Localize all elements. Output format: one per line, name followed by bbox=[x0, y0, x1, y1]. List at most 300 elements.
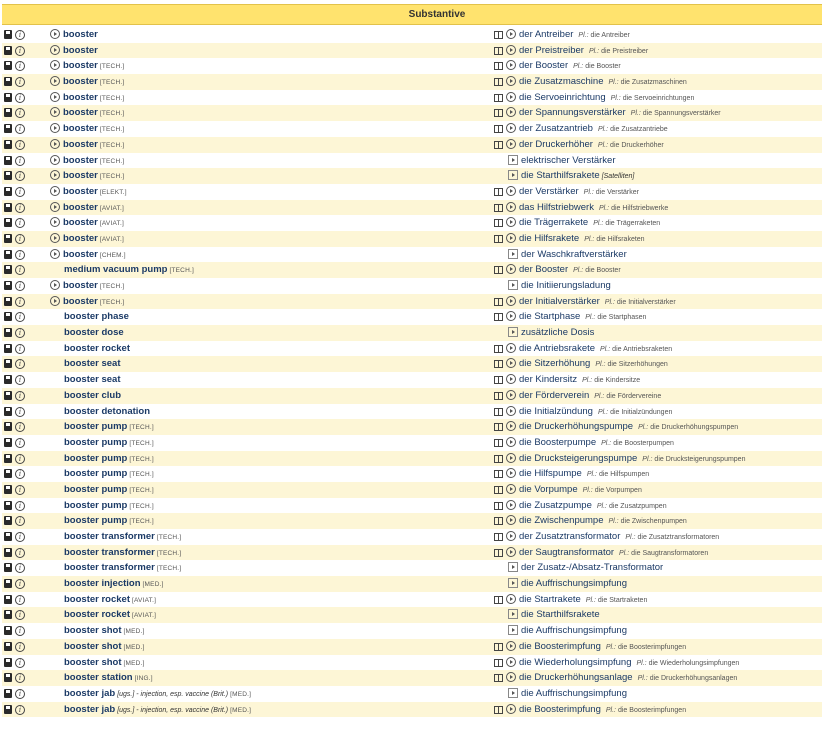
german-term[interactable]: der Druckerhöher bbox=[519, 138, 593, 150]
audio-play-icon[interactable] bbox=[506, 358, 516, 368]
plural-label: Pl.: bbox=[608, 518, 619, 526]
save-icon[interactable] bbox=[4, 532, 12, 541]
info-icon[interactable]: i bbox=[15, 579, 25, 589]
vocab-trainer-icon[interactable] bbox=[494, 141, 503, 149]
vocab-trainer-icon[interactable] bbox=[494, 423, 503, 431]
save-icon[interactable] bbox=[4, 30, 12, 39]
audio-play-icon[interactable] bbox=[50, 76, 60, 86]
english-term[interactable]: booster bbox=[63, 185, 98, 197]
english-term[interactable]: booster seat bbox=[64, 374, 121, 386]
english-term[interactable]: booster transformer bbox=[64, 531, 155, 542]
plural-form: die Kindersitze bbox=[594, 377, 641, 385]
save-icon[interactable] bbox=[4, 140, 12, 149]
english-term[interactable]: booster seat bbox=[64, 358, 121, 370]
audio-play-icon[interactable] bbox=[506, 374, 516, 384]
save-icon[interactable] bbox=[4, 328, 12, 337]
row-actions bbox=[4, 234, 25, 244]
plural-form: die Druckerhöher bbox=[610, 141, 664, 149]
save-icon[interactable] bbox=[4, 93, 12, 102]
english-term[interactable]: booster phase bbox=[64, 311, 129, 323]
info-icon[interactable]: i bbox=[15, 469, 25, 479]
german-term[interactable]: die Drucksteigerungspumpe bbox=[519, 452, 638, 464]
german-term[interactable]: der Preistreiber bbox=[519, 44, 584, 56]
audio-play-icon[interactable] bbox=[50, 170, 60, 180]
save-icon[interactable] bbox=[4, 658, 12, 667]
save-icon[interactable] bbox=[4, 250, 12, 259]
plural-form: die Fördervereine bbox=[606, 392, 662, 400]
german-term[interactable]: der Zusatz-/Absatz-Transformator bbox=[521, 562, 664, 574]
audio-play-icon[interactable] bbox=[506, 217, 516, 227]
english-term[interactable]: booster pump bbox=[64, 468, 128, 480]
german-term[interactable]: die Wiederholungsimpfung bbox=[519, 656, 632, 668]
save-icon[interactable] bbox=[4, 234, 12, 243]
audio-play-icon[interactable] bbox=[50, 123, 60, 133]
subject-tag: [TECH.] bbox=[129, 424, 154, 432]
audio-play-icon[interactable] bbox=[50, 139, 60, 149]
vocab-trainer-icon[interactable] bbox=[494, 109, 503, 117]
save-icon[interactable] bbox=[4, 673, 12, 682]
german-term[interactable]: zusätzliche Dosis bbox=[521, 327, 595, 339]
audio-play-icon[interactable] bbox=[506, 594, 516, 604]
german-term[interactable]: der Antreiber bbox=[519, 29, 574, 40]
save-icon[interactable] bbox=[4, 610, 12, 619]
row-actions bbox=[4, 705, 25, 715]
english-entry bbox=[50, 419, 154, 435]
english-term[interactable]: booster rocket bbox=[64, 609, 130, 621]
audio-play-icon[interactable] bbox=[50, 249, 60, 259]
vocab-trainer-icon[interactable] bbox=[494, 125, 503, 133]
audio-play-icon[interactable] bbox=[506, 264, 516, 274]
info-icon[interactable]: i bbox=[15, 689, 25, 699]
audio-play-icon[interactable] bbox=[506, 76, 516, 86]
vocab-trainer-icon[interactable] bbox=[494, 502, 503, 510]
english-term[interactable]: booster injection bbox=[64, 578, 141, 590]
vocab-trainer-icon[interactable] bbox=[494, 392, 503, 400]
english-term[interactable]: booster bbox=[63, 248, 98, 260]
info-icon[interactable]: i bbox=[15, 705, 25, 715]
info-icon[interactable]: i bbox=[15, 108, 25, 118]
audio-play-icon[interactable] bbox=[50, 202, 60, 212]
english-term[interactable]: booster shot bbox=[64, 625, 122, 637]
info-icon[interactable]: i bbox=[15, 501, 25, 511]
save-icon[interactable] bbox=[4, 344, 12, 353]
vocab-trainer-icon[interactable] bbox=[494, 235, 503, 243]
table-row bbox=[2, 58, 822, 74]
vocab-trainer-icon[interactable] bbox=[494, 596, 503, 604]
english-term[interactable]: booster club bbox=[64, 389, 122, 401]
plural-form: die Booster bbox=[585, 63, 621, 71]
english-term[interactable]: booster pump bbox=[64, 452, 128, 464]
info-icon[interactable]: i bbox=[15, 642, 25, 652]
info-icon[interactable]: i bbox=[15, 422, 25, 432]
german-term[interactable]: die Hilfspumpe bbox=[519, 468, 582, 480]
german-term[interactable]: die Startrakete bbox=[519, 593, 581, 605]
info-icon[interactable]: i bbox=[15, 281, 25, 291]
audio-play-icon[interactable] bbox=[506, 641, 516, 651]
german-term[interactable]: die Antriebsrakete bbox=[519, 342, 596, 354]
english-term[interactable]: booster bbox=[63, 76, 98, 88]
save-icon[interactable] bbox=[4, 156, 12, 165]
vocab-trainer-icon[interactable] bbox=[494, 659, 503, 667]
english-term[interactable]: booster bbox=[63, 44, 98, 56]
save-icon[interactable] bbox=[4, 485, 12, 494]
english-term[interactable]: booster bbox=[63, 217, 98, 229]
german-term[interactable]: die Druckerhöhungsanlage bbox=[519, 672, 633, 684]
save-icon[interactable] bbox=[4, 187, 12, 196]
english-term[interactable]: booster bbox=[63, 138, 98, 150]
save-icon[interactable] bbox=[4, 689, 12, 698]
audio-play-icon[interactable] bbox=[508, 562, 518, 572]
english-term[interactable]: booster rocket bbox=[64, 342, 130, 354]
info-icon[interactable]: i bbox=[15, 234, 25, 244]
audio-play-icon[interactable] bbox=[50, 280, 60, 290]
german-term[interactable]: der Zusatztransformator bbox=[519, 531, 621, 542]
save-icon[interactable] bbox=[4, 626, 12, 635]
info-icon[interactable]: i bbox=[15, 548, 25, 558]
german-term[interactable]: der Förderverein bbox=[519, 389, 590, 401]
audio-play-icon[interactable] bbox=[506, 547, 516, 557]
vocab-trainer-icon[interactable] bbox=[494, 486, 503, 494]
audio-play-icon[interactable] bbox=[50, 296, 60, 306]
vocab-trainer-icon[interactable] bbox=[494, 94, 503, 102]
info-icon[interactable]: i bbox=[15, 610, 25, 620]
info-icon[interactable]: i bbox=[15, 454, 25, 464]
german-term[interactable]: die Zusatzmaschine bbox=[519, 76, 604, 88]
info-icon[interactable]: i bbox=[15, 391, 25, 401]
german-term[interactable]: der Saugtransformator bbox=[519, 546, 615, 558]
save-icon[interactable] bbox=[4, 218, 12, 227]
info-icon[interactable]: i bbox=[15, 516, 25, 526]
english-term[interactable]: booster detonation bbox=[64, 405, 151, 417]
info-icon[interactable]: i bbox=[15, 328, 25, 338]
save-icon[interactable] bbox=[4, 516, 12, 525]
save-icon[interactable] bbox=[4, 579, 12, 588]
audio-play-icon[interactable] bbox=[50, 233, 60, 243]
german-entry bbox=[494, 686, 627, 702]
audio-play-icon[interactable] bbox=[50, 186, 60, 196]
save-icon[interactable] bbox=[4, 77, 12, 86]
vocab-trainer-icon[interactable] bbox=[494, 313, 503, 321]
german-term[interactable]: die Starthilfsrakete bbox=[521, 609, 600, 621]
audio-play-icon[interactable] bbox=[50, 60, 60, 70]
audio-play-icon[interactable] bbox=[508, 327, 518, 337]
save-icon[interactable] bbox=[4, 61, 12, 70]
save-icon[interactable] bbox=[4, 171, 12, 180]
english-term[interactable]: booster bbox=[63, 232, 98, 244]
audio-play-icon[interactable] bbox=[506, 468, 516, 478]
german-term[interactable]: die Initiierungsladung bbox=[521, 280, 611, 291]
german-term[interactable]: der Waschkraftverstärker bbox=[521, 248, 627, 260]
audio-play-icon[interactable] bbox=[506, 296, 516, 306]
audio-play-icon[interactable] bbox=[508, 280, 518, 290]
info-icon[interactable]: i bbox=[15, 344, 25, 354]
save-icon[interactable] bbox=[4, 595, 12, 604]
german-term[interactable]: die Zusatzpumpe bbox=[519, 499, 592, 511]
info-icon[interactable]: i bbox=[15, 438, 25, 448]
audio-play-icon[interactable] bbox=[506, 60, 516, 70]
german-term[interactable]: die Vorpumpe bbox=[519, 483, 578, 495]
info-icon[interactable]: i bbox=[15, 312, 25, 322]
english-term[interactable]: booster station bbox=[64, 672, 133, 684]
save-icon[interactable] bbox=[4, 407, 12, 416]
info-icon[interactable]: i bbox=[15, 203, 25, 213]
info-icon[interactable]: i bbox=[15, 563, 25, 573]
info-icon[interactable]: i bbox=[15, 250, 25, 260]
vocab-trainer-icon[interactable] bbox=[494, 643, 503, 651]
english-term[interactable]: booster transformer bbox=[64, 562, 155, 574]
table-row bbox=[2, 451, 822, 467]
german-term[interactable]: der Booster bbox=[519, 60, 569, 72]
german-term[interactable]: die Startphase bbox=[519, 311, 581, 323]
save-icon[interactable] bbox=[4, 265, 12, 274]
german-term[interactable]: die Boosterimpfung bbox=[519, 640, 601, 652]
vocab-trainer-icon[interactable] bbox=[494, 408, 503, 416]
save-icon[interactable] bbox=[4, 469, 12, 478]
vocab-trainer-icon[interactable] bbox=[494, 674, 503, 682]
vocab-trainer-icon[interactable] bbox=[494, 533, 503, 541]
vocab-trainer-icon[interactable] bbox=[494, 439, 503, 447]
subject-tag: [MED.] bbox=[123, 643, 145, 651]
english-term[interactable]: booster shot bbox=[64, 656, 122, 668]
german-term[interactable]: die Sitzerhöhung bbox=[519, 358, 591, 370]
audio-play-icon[interactable] bbox=[506, 672, 516, 682]
save-icon[interactable] bbox=[4, 312, 12, 321]
english-term[interactable]: booster bbox=[63, 280, 98, 291]
audio-play-icon[interactable] bbox=[506, 186, 516, 196]
audio-play-icon[interactable] bbox=[508, 578, 518, 588]
info-icon[interactable]: i bbox=[15, 658, 25, 668]
vocab-trainer-icon[interactable] bbox=[494, 62, 503, 70]
save-icon[interactable] bbox=[4, 203, 12, 212]
audio-play-icon[interactable] bbox=[506, 202, 516, 212]
save-icon[interactable] bbox=[4, 705, 12, 714]
vocab-trainer-icon[interactable] bbox=[494, 360, 503, 368]
audio-play-icon[interactable] bbox=[506, 421, 516, 431]
audio-play-icon[interactable] bbox=[506, 107, 516, 117]
german-term[interactable]: die Initialzündung bbox=[519, 405, 593, 417]
subject-tag: [TECH.] bbox=[129, 518, 154, 526]
vocab-trainer-icon[interactable] bbox=[494, 219, 503, 227]
german-term[interactable]: elektrischer Verstärker bbox=[521, 154, 616, 166]
save-icon[interactable] bbox=[4, 438, 12, 447]
english-term[interactable]: booster bbox=[63, 29, 98, 40]
german-term[interactable]: die Auffrischungsimpfung bbox=[521, 687, 627, 699]
save-icon[interactable] bbox=[4, 548, 12, 557]
info-icon[interactable]: i bbox=[15, 30, 25, 40]
english-term[interactable]: medium vacuum pump bbox=[64, 264, 168, 276]
vocab-trainer-icon[interactable] bbox=[494, 31, 503, 39]
english-term[interactable]: booster pump bbox=[64, 499, 128, 511]
english-term[interactable]: booster pump bbox=[64, 436, 128, 448]
audio-play-icon[interactable] bbox=[50, 107, 60, 117]
english-term[interactable]: booster bbox=[63, 123, 98, 135]
save-icon[interactable] bbox=[4, 108, 12, 117]
info-icon[interactable]: i bbox=[15, 77, 25, 87]
english-term[interactable]: booster bbox=[63, 201, 98, 213]
save-icon[interactable] bbox=[4, 454, 12, 463]
english-term[interactable]: booster bbox=[63, 295, 98, 307]
vocab-trainer-icon[interactable] bbox=[494, 47, 503, 55]
audio-play-icon[interactable] bbox=[50, 45, 60, 55]
info-icon[interactable]: i bbox=[15, 359, 25, 369]
audio-play-icon[interactable] bbox=[506, 45, 516, 55]
vocab-trainer-icon[interactable] bbox=[494, 706, 503, 714]
audio-play-icon[interactable] bbox=[506, 311, 516, 321]
info-icon[interactable]: i bbox=[15, 187, 25, 197]
english-term[interactable]: booster bbox=[63, 170, 98, 182]
english-term[interactable]: booster jab bbox=[64, 687, 116, 699]
german-term[interactable]: die Starthilfsrakete bbox=[521, 170, 600, 182]
save-icon[interactable] bbox=[4, 642, 12, 651]
german-term[interactable]: die Servoeinrichtung bbox=[519, 91, 606, 103]
audio-play-icon[interactable] bbox=[50, 29, 60, 39]
table-row bbox=[2, 623, 822, 639]
german-term[interactable]: der Verstärker bbox=[519, 185, 579, 197]
english-term[interactable]: booster bbox=[63, 60, 98, 72]
info-icon[interactable]: i bbox=[15, 297, 25, 307]
audio-play-icon[interactable] bbox=[506, 29, 516, 39]
english-term[interactable]: booster bbox=[63, 154, 98, 166]
german-term[interactable]: der Kindersitz bbox=[519, 374, 578, 386]
english-term[interactable]: booster pump bbox=[64, 515, 128, 527]
row-actions bbox=[4, 407, 25, 417]
plural-label: Pl.: bbox=[593, 220, 604, 228]
save-icon[interactable] bbox=[4, 375, 12, 384]
table-row bbox=[2, 639, 822, 655]
audio-play-icon[interactable] bbox=[506, 123, 516, 133]
plural-label: Pl.: bbox=[596, 502, 607, 510]
info-icon[interactable]: i bbox=[15, 485, 25, 495]
save-icon[interactable] bbox=[4, 422, 12, 431]
english-term[interactable]: booster transformer bbox=[64, 546, 155, 558]
audio-play-icon[interactable] bbox=[506, 92, 516, 102]
info-icon[interactable]: i bbox=[15, 124, 25, 134]
plural-label: Pl.: bbox=[594, 392, 605, 400]
info-icon[interactable]: i bbox=[15, 46, 25, 56]
audio-play-icon[interactable] bbox=[506, 531, 516, 541]
audio-play-icon[interactable] bbox=[508, 155, 518, 165]
info-icon[interactable]: i bbox=[15, 375, 25, 385]
english-term[interactable]: booster bbox=[63, 91, 98, 103]
german-term[interactable]: das Hilfstriebwerk bbox=[519, 201, 594, 213]
german-term[interactable]: der Booster bbox=[519, 264, 569, 276]
german-term[interactable]: die Auffrischungsimpfung bbox=[521, 578, 627, 590]
save-icon[interactable] bbox=[4, 46, 12, 55]
save-icon[interactable] bbox=[4, 501, 12, 510]
german-term[interactable]: die Boosterpumpe bbox=[519, 436, 597, 448]
vocab-trainer-icon[interactable] bbox=[494, 188, 503, 196]
table-row bbox=[2, 74, 822, 90]
save-icon[interactable] bbox=[4, 563, 12, 572]
english-term[interactable]: booster rocket bbox=[64, 593, 130, 605]
german-entry bbox=[494, 262, 621, 278]
english-term[interactable]: booster jab bbox=[64, 703, 116, 715]
audio-play-icon[interactable] bbox=[506, 500, 516, 510]
english-entry bbox=[50, 670, 153, 686]
info-icon[interactable]: i bbox=[15, 673, 25, 683]
info-icon[interactable]: i bbox=[15, 407, 25, 417]
audio-play-icon[interactable] bbox=[50, 92, 60, 102]
audio-play-icon[interactable] bbox=[506, 343, 516, 353]
save-icon[interactable] bbox=[4, 281, 12, 290]
save-icon[interactable] bbox=[4, 297, 12, 306]
vocab-trainer-icon[interactable] bbox=[494, 517, 503, 525]
vocab-trainer-icon[interactable] bbox=[494, 266, 503, 274]
plural-form: die Startraketen bbox=[597, 596, 648, 604]
audio-play-icon[interactable] bbox=[506, 406, 516, 416]
info-icon[interactable]: i bbox=[15, 218, 25, 228]
audio-play-icon[interactable] bbox=[506, 704, 516, 714]
subject-tag: [TECH.] bbox=[99, 94, 125, 102]
vocab-trainer-icon[interactable] bbox=[494, 298, 503, 306]
vocab-trainer-icon[interactable] bbox=[494, 549, 503, 557]
german-term[interactable]: die Druckerhöhungspumpe bbox=[519, 421, 634, 433]
save-icon[interactable] bbox=[4, 359, 12, 368]
german-term[interactable]: die Hilfsrakete bbox=[519, 232, 580, 244]
info-icon[interactable]: i bbox=[15, 156, 25, 166]
info-icon[interactable]: i bbox=[15, 61, 25, 71]
save-icon[interactable] bbox=[4, 124, 12, 133]
info-icon[interactable]: i bbox=[15, 265, 25, 275]
german-term[interactable]: die Auffrischungsimpfung bbox=[521, 625, 627, 637]
info-icon[interactable]: i bbox=[15, 595, 25, 605]
audio-play-icon[interactable] bbox=[506, 453, 516, 463]
audio-play-icon[interactable] bbox=[506, 139, 516, 149]
vocab-trainer-icon[interactable] bbox=[494, 470, 503, 478]
info-icon[interactable]: i bbox=[15, 626, 25, 636]
audio-play-icon[interactable] bbox=[508, 688, 518, 698]
audio-play-icon[interactable] bbox=[508, 625, 518, 635]
info-icon[interactable]: i bbox=[15, 140, 25, 150]
english-entry bbox=[50, 545, 181, 561]
row-actions bbox=[4, 265, 25, 275]
vocab-trainer-icon[interactable] bbox=[494, 204, 503, 212]
vocab-trainer-icon[interactable] bbox=[494, 376, 503, 384]
audio-play-icon[interactable] bbox=[506, 484, 516, 494]
info-icon[interactable]: i bbox=[15, 171, 25, 181]
audio-play-icon[interactable] bbox=[508, 170, 518, 180]
audio-play-icon[interactable] bbox=[50, 155, 60, 165]
info-icon[interactable]: i bbox=[15, 532, 25, 542]
info-icon[interactable]: i bbox=[15, 93, 25, 103]
audio-play-icon[interactable] bbox=[506, 657, 516, 667]
audio-play-icon[interactable] bbox=[50, 217, 60, 227]
save-icon[interactable] bbox=[4, 391, 12, 400]
vocab-trainer-icon[interactable] bbox=[494, 345, 503, 353]
german-term[interactable]: der Spannungsverstärker bbox=[519, 107, 626, 119]
audio-play-icon[interactable] bbox=[506, 437, 516, 447]
german-term[interactable]: die Boosterimpfung bbox=[519, 703, 601, 715]
audio-play-icon[interactable] bbox=[506, 390, 516, 400]
vocab-trainer-icon[interactable] bbox=[494, 455, 503, 463]
german-entry bbox=[494, 184, 639, 200]
english-term[interactable]: booster shot bbox=[64, 640, 122, 652]
german-term[interactable]: die Zwischenpumpe bbox=[519, 515, 604, 527]
english-term[interactable]: booster pump bbox=[64, 421, 128, 433]
german-term[interactable]: die Trägerrakete bbox=[519, 217, 589, 229]
audio-play-icon[interactable] bbox=[508, 249, 518, 259]
english-term[interactable]: booster pump bbox=[64, 483, 128, 495]
audio-play-icon[interactable] bbox=[508, 609, 518, 619]
vocab-trainer-icon[interactable] bbox=[494, 78, 503, 86]
audio-play-icon[interactable] bbox=[506, 515, 516, 525]
german-term[interactable]: der Zusatzantrieb bbox=[519, 123, 593, 135]
english-term[interactable]: booster dose bbox=[64, 327, 124, 339]
audio-play-icon[interactable] bbox=[506, 233, 516, 243]
english-term[interactable]: booster bbox=[63, 107, 98, 119]
table-row bbox=[2, 545, 822, 561]
german-term[interactable]: der Initialverstärker bbox=[519, 295, 600, 307]
